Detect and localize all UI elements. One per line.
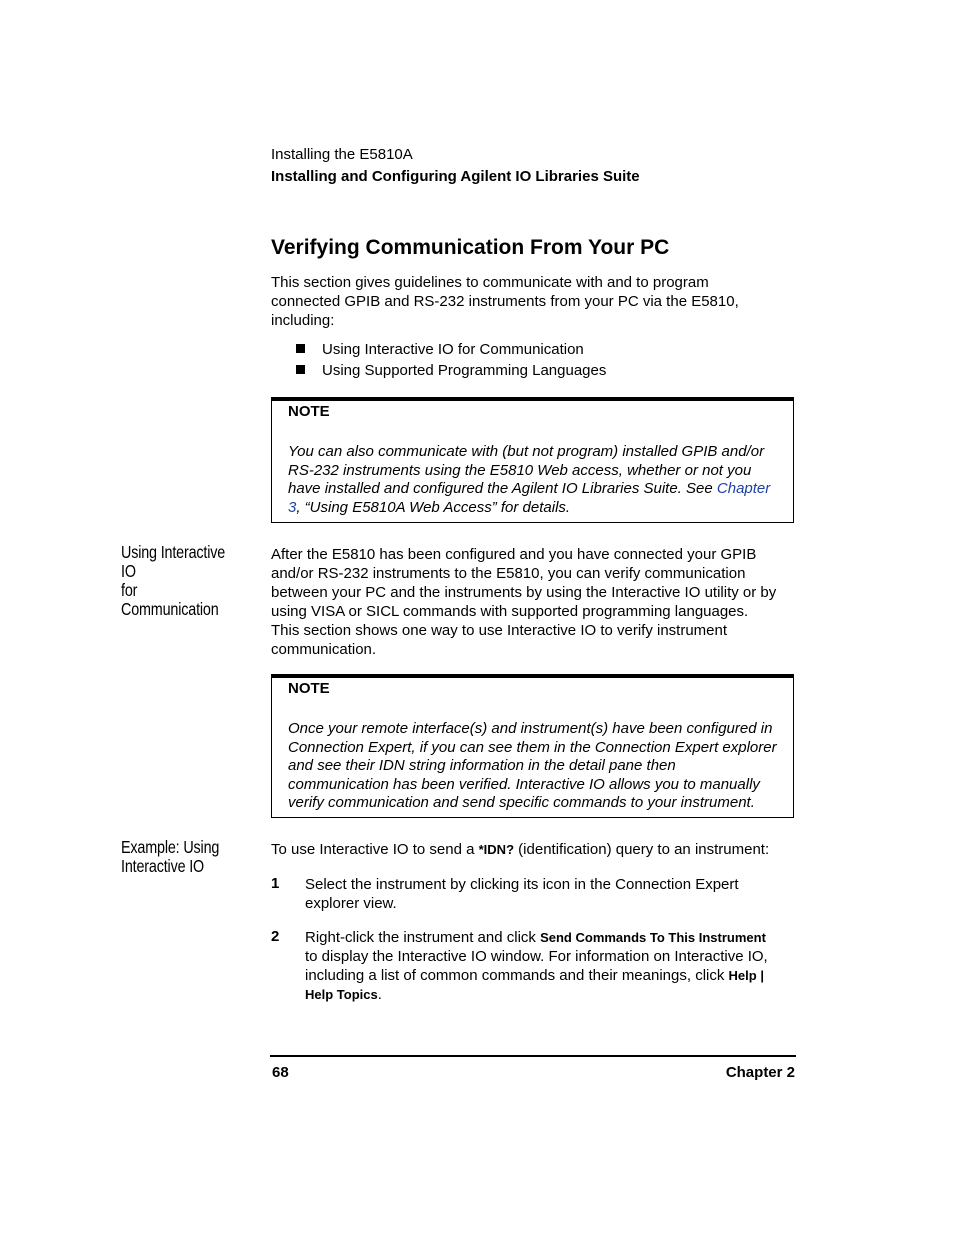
- running-header-section: Installing and Configuring Agilent IO Libraries Suite: [271, 168, 640, 185]
- body-line: between your PC and the instruments by using the Interactive IO utility or by: [271, 584, 777, 601]
- example-intro-text: (identification) query to an instrument:: [514, 841, 770, 858]
- intro-line: This section gives guidelines to communicate with and to program: [271, 274, 709, 291]
- note-line: Connection Expert, if you can see them in the Connection Expert explorer: [288, 738, 777, 756]
- bullet-text: Using Supported Programming Languages: [322, 362, 607, 379]
- footer-rule: [270, 1055, 796, 1057]
- step-line: [305, 928, 797, 947]
- bullet-text: Using Interactive IO for Communication: [322, 341, 584, 358]
- chapter-link-number[interactable]: 3: [288, 498, 297, 516]
- running-header-chapter: Installing the E5810A: [271, 146, 413, 163]
- section-title: Verifying Communication From Your PC: [271, 236, 670, 259]
- step-line: [305, 966, 797, 985]
- note-line: You can also communicate with (but not program) installed GPIB and/or: [288, 443, 765, 460]
- note-line-text: have installed and configured the Agilent IO Libraries Suite. See: [288, 480, 717, 498]
- body-line: communication.: [271, 641, 377, 658]
- step-number: 2: [271, 928, 280, 945]
- note-line: [288, 499, 793, 518]
- step-line-text: .: [377, 986, 382, 1003]
- note-line: communication has been verified. Interactive IO allows you to manually: [288, 775, 760, 793]
- example-intro-text: To use Interactive IO to send a: [271, 841, 479, 858]
- note-box: [271, 674, 794, 818]
- body-line: After the E5810 has been configured and you have connected your GPIB: [271, 546, 757, 563]
- side-heading-line: for Communication: [121, 580, 219, 619]
- note-line-text: , “Using E5810A Web Access” for details.: [296, 498, 571, 516]
- side-heading-line: Interactive IO: [121, 856, 205, 876]
- note-line: verify communication and send specific commands to your instrument.: [288, 794, 755, 812]
- step-number: 1: [271, 875, 280, 892]
- step-line: [305, 985, 797, 1004]
- step-text: [305, 875, 797, 913]
- interactive-io-paragraph: [271, 545, 801, 659]
- note-text: [288, 720, 793, 813]
- note-label: NOTE: [288, 680, 330, 697]
- example-intro: [271, 840, 801, 859]
- note-line: [288, 480, 793, 499]
- note-line: Once your remote interface(s) and instrument(s) have been configured in: [288, 720, 773, 737]
- intro-paragraph: [271, 273, 801, 330]
- chapter-link[interactable]: Chapter: [716, 480, 771, 498]
- idn-command: *IDN?: [478, 842, 515, 857]
- square-bullet-icon: [296, 365, 305, 374]
- square-bullet-icon: [296, 344, 305, 353]
- step-line-text: including a list of common commands and their meanings, click: [305, 967, 729, 984]
- menu-command: Help |: [728, 968, 764, 983]
- step-text: [305, 928, 797, 1004]
- step-line: Select the instrument by clicking its icon in the Connection Expert: [305, 876, 739, 893]
- note-line: RS-232 instruments using the E5810 Web access, whether or not you: [288, 461, 752, 479]
- bullet-item: [296, 361, 606, 380]
- step-line-text: Right-click the instrument and click: [305, 929, 541, 946]
- step-line: explorer view.: [305, 895, 397, 912]
- footer-chapter: Chapter 2: [725, 1064, 795, 1081]
- side-heading-line: Example: Using: [121, 837, 220, 857]
- note-text: [288, 443, 793, 517]
- note-label: NOTE: [288, 403, 330, 420]
- side-heading-line: Using Interactive IO: [121, 542, 226, 581]
- intro-line: connected GPIB and RS-232 instruments from your PC via the E5810,: [271, 293, 739, 310]
- note-line: and see their IDN string information in the detail pane then: [288, 757, 676, 775]
- body-line: This section shows one way to use Interactive IO to verify instrument: [271, 622, 728, 639]
- menu-command: Send Commands To This Instrument: [540, 930, 766, 945]
- note-box: [271, 397, 794, 523]
- bullet-item: [296, 340, 584, 359]
- body-line: and/or RS-232 instruments to the E5810, you can verify communication: [271, 565, 746, 582]
- step-line: to display the Interactive IO window. For information on Interactive IO,: [305, 948, 768, 965]
- body-line: using VISA or SICL commands with supported programming languages.: [271, 603, 749, 620]
- page-number: 68: [272, 1064, 289, 1081]
- side-heading: [121, 543, 236, 619]
- intro-line: including:: [271, 312, 335, 329]
- side-heading: [121, 838, 236, 876]
- menu-command: Help Topics: [305, 987, 378, 1002]
